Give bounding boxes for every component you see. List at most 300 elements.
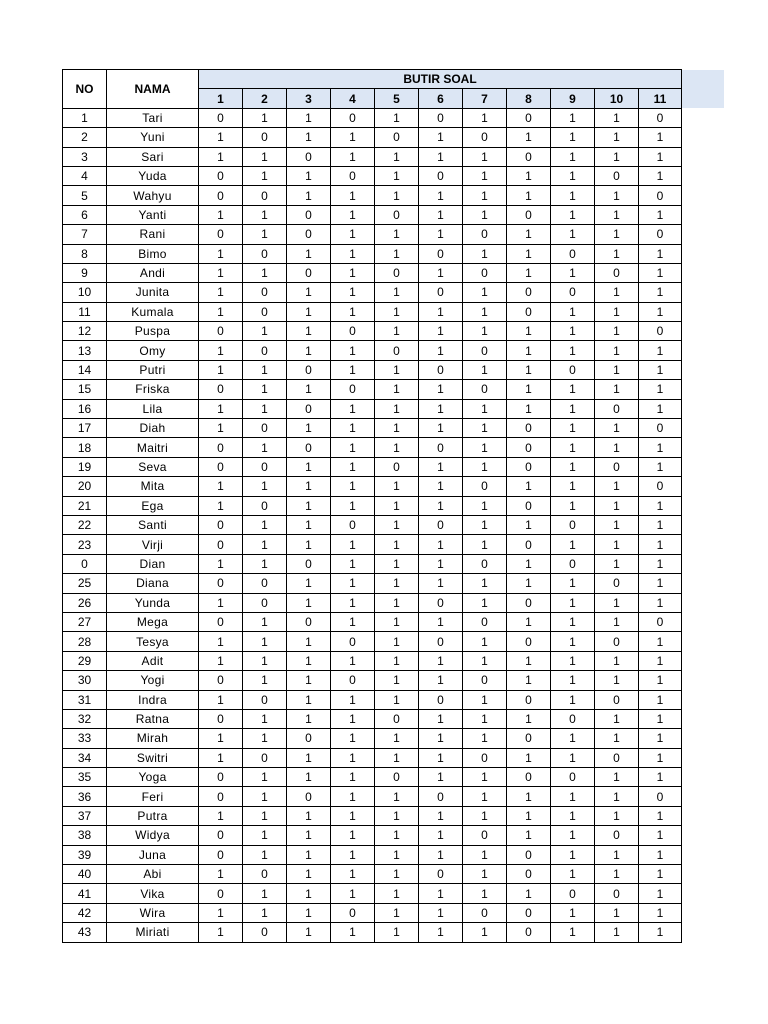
- cell-score: 0: [463, 477, 507, 496]
- cell-score: 1: [419, 205, 463, 224]
- cell-score: 0: [375, 128, 419, 147]
- table-row: [63, 438, 682, 457]
- cell-score: 1: [551, 302, 595, 321]
- cell-score: 0: [463, 225, 507, 244]
- cell-score: 1: [551, 477, 595, 496]
- cell-score: 1: [595, 806, 639, 825]
- cell-name: Putri: [107, 360, 199, 379]
- cell-name: Puspa: [107, 322, 199, 341]
- cell-score: 1: [199, 360, 243, 379]
- cell-score: 1: [551, 651, 595, 670]
- cell-score: 1: [287, 283, 331, 302]
- cell-score: 1: [463, 108, 507, 127]
- cell-name: Rani: [107, 225, 199, 244]
- cell-score: 1: [375, 399, 419, 418]
- cell-no: 43: [63, 923, 107, 942]
- table-row: [63, 457, 682, 476]
- cell-score: 0: [595, 166, 639, 185]
- cell-no: 29: [63, 651, 107, 670]
- col-header-question: 4: [331, 89, 375, 108]
- cell-score: 1: [507, 341, 551, 360]
- cell-score: 1: [287, 419, 331, 438]
- cell-score: 0: [287, 399, 331, 418]
- cell-score: 1: [639, 768, 682, 787]
- cell-score: 0: [551, 283, 595, 302]
- cell-score: 0: [199, 845, 243, 864]
- cell-score: 1: [375, 612, 419, 631]
- cell-score: 1: [419, 457, 463, 476]
- col-header-question: 1: [199, 89, 243, 108]
- cell-score: 0: [507, 108, 551, 127]
- cell-score: 1: [595, 283, 639, 302]
- cell-score: 0: [507, 496, 551, 515]
- table-row: [63, 806, 682, 825]
- cell-score: 0: [199, 574, 243, 593]
- table-row: [63, 768, 682, 787]
- cell-score: 0: [463, 826, 507, 845]
- cell-score: 1: [331, 244, 375, 263]
- cell-score: 1: [463, 515, 507, 534]
- cell-score: 1: [639, 574, 682, 593]
- cell-score: 1: [419, 612, 463, 631]
- cell-name: Wira: [107, 903, 199, 922]
- cell-name: Mita: [107, 477, 199, 496]
- cell-score: 0: [199, 768, 243, 787]
- cell-name: Mega: [107, 612, 199, 631]
- cell-score: 1: [595, 768, 639, 787]
- cell-name: Yuni: [107, 128, 199, 147]
- cell-score: 1: [551, 399, 595, 418]
- cell-score: 1: [243, 729, 287, 748]
- cell-name: Vika: [107, 884, 199, 903]
- table-body: [63, 108, 682, 942]
- cell-score: 0: [287, 225, 331, 244]
- cell-score: 1: [507, 884, 551, 903]
- cell-score: 0: [375, 768, 419, 787]
- cell-score: 1: [595, 108, 639, 127]
- cell-score: 0: [287, 360, 331, 379]
- cell-score: 0: [551, 515, 595, 534]
- cell-score: 1: [551, 147, 595, 166]
- cell-score: 1: [331, 865, 375, 884]
- cell-score: 1: [551, 865, 595, 884]
- cell-score: 0: [243, 419, 287, 438]
- cell-name: Widya: [107, 826, 199, 845]
- cell-score: 1: [375, 225, 419, 244]
- cell-score: 1: [551, 535, 595, 554]
- cell-name: Diah: [107, 419, 199, 438]
- table-row: [63, 729, 682, 748]
- cell-score: 1: [199, 205, 243, 224]
- cell-score: 0: [639, 108, 682, 127]
- cell-score: 1: [375, 108, 419, 127]
- cell-score: 1: [463, 651, 507, 670]
- cell-score: 1: [419, 186, 463, 205]
- table-row: [63, 593, 682, 612]
- cell-score: 1: [287, 341, 331, 360]
- cell-score: 1: [463, 283, 507, 302]
- cell-score: 0: [551, 554, 595, 573]
- cell-score: 1: [419, 341, 463, 360]
- cell-score: 1: [199, 865, 243, 884]
- cell-score: 0: [551, 709, 595, 728]
- cell-name: Andi: [107, 263, 199, 282]
- cell-score: 1: [639, 748, 682, 767]
- cell-score: 0: [463, 903, 507, 922]
- col-header-question: 3: [287, 89, 331, 108]
- cell-score: 1: [507, 244, 551, 263]
- cell-no: 41: [63, 884, 107, 903]
- cell-score: 0: [287, 787, 331, 806]
- cell-score: 1: [639, 806, 682, 825]
- cell-no: 22: [63, 515, 107, 534]
- cell-name: Miriati: [107, 923, 199, 942]
- cell-score: 0: [507, 845, 551, 864]
- cell-score: 1: [551, 593, 595, 612]
- cell-score: 0: [507, 690, 551, 709]
- cell-score: 1: [463, 244, 507, 263]
- cell-score: 1: [375, 283, 419, 302]
- cell-score: 1: [507, 166, 551, 185]
- cell-score: 1: [639, 515, 682, 534]
- table-row: [63, 903, 682, 922]
- cell-score: 1: [287, 826, 331, 845]
- cell-score: 1: [331, 457, 375, 476]
- table-row: [63, 535, 682, 554]
- cell-score: 1: [243, 612, 287, 631]
- cell-score: 0: [639, 419, 682, 438]
- cell-score: 0: [287, 612, 331, 631]
- cell-score: 1: [463, 845, 507, 864]
- table-row: [63, 205, 682, 224]
- cell-score: 1: [243, 554, 287, 573]
- cell-no: 1: [63, 108, 107, 127]
- cell-score: 1: [199, 283, 243, 302]
- cell-score: 0: [199, 826, 243, 845]
- cell-score: 0: [375, 205, 419, 224]
- cell-score: 0: [243, 574, 287, 593]
- cell-score: 1: [419, 419, 463, 438]
- cell-score: 1: [199, 263, 243, 282]
- cell-name: Yanti: [107, 205, 199, 224]
- cell-score: 1: [199, 554, 243, 573]
- cell-score: 1: [331, 806, 375, 825]
- cell-score: 1: [463, 632, 507, 651]
- cell-score: 1: [331, 574, 375, 593]
- cell-score: 1: [243, 884, 287, 903]
- cell-score: 1: [287, 380, 331, 399]
- table-row: [63, 632, 682, 651]
- cell-score: 1: [639, 651, 682, 670]
- cell-score: 1: [287, 768, 331, 787]
- cell-score: 1: [551, 457, 595, 476]
- cell-score: 1: [419, 826, 463, 845]
- cell-name: Abi: [107, 865, 199, 884]
- cell-score: 1: [375, 380, 419, 399]
- cell-score: 1: [463, 865, 507, 884]
- cell-score: 1: [331, 399, 375, 418]
- cell-score: 1: [331, 593, 375, 612]
- cell-no: 40: [63, 865, 107, 884]
- table-row: [63, 108, 682, 127]
- cell-score: 1: [287, 322, 331, 341]
- cell-no: 36: [63, 787, 107, 806]
- cell-score: 1: [551, 632, 595, 651]
- cell-score: 1: [375, 903, 419, 922]
- cell-score: 1: [595, 865, 639, 884]
- cell-score: 1: [375, 244, 419, 263]
- cell-score: 0: [243, 593, 287, 612]
- cell-score: 1: [595, 322, 639, 341]
- cell-score: 1: [551, 108, 595, 127]
- cell-score: 1: [551, 128, 595, 147]
- cell-score: 1: [331, 651, 375, 670]
- cell-score: 1: [507, 554, 551, 573]
- cell-score: 1: [639, 244, 682, 263]
- cell-score: 1: [375, 496, 419, 515]
- cell-score: 1: [595, 535, 639, 554]
- cell-no: 15: [63, 380, 107, 399]
- cell-score: 1: [639, 166, 682, 185]
- cell-no: 18: [63, 438, 107, 457]
- cell-score: 1: [331, 147, 375, 166]
- cell-score: 0: [199, 186, 243, 205]
- cell-score: 1: [551, 729, 595, 748]
- col-header-question: 6: [419, 89, 463, 108]
- cell-score: 1: [595, 438, 639, 457]
- cell-score: 1: [375, 186, 419, 205]
- cell-score: 1: [639, 496, 682, 515]
- cell-score: 0: [199, 671, 243, 690]
- cell-score: 0: [419, 865, 463, 884]
- cell-score: 0: [639, 787, 682, 806]
- cell-no: 7: [63, 225, 107, 244]
- cell-score: 1: [639, 263, 682, 282]
- cell-score: 1: [551, 263, 595, 282]
- table-row: [63, 283, 682, 302]
- cell-score: 0: [595, 690, 639, 709]
- table-row: [63, 477, 682, 496]
- cell-score: 1: [287, 515, 331, 534]
- cell-score: 1: [507, 651, 551, 670]
- table-row: [63, 186, 682, 205]
- cell-score: 1: [551, 612, 595, 631]
- cell-score: 1: [551, 496, 595, 515]
- cell-score: 1: [419, 729, 463, 748]
- cell-score: 0: [419, 166, 463, 185]
- cell-score: 1: [243, 806, 287, 825]
- cell-score: 1: [551, 690, 595, 709]
- table-row: [63, 380, 682, 399]
- cell-score: 1: [419, 225, 463, 244]
- cell-name: Switri: [107, 748, 199, 767]
- cell-score: 0: [331, 322, 375, 341]
- cell-score: 1: [551, 748, 595, 767]
- cell-score: 0: [507, 632, 551, 651]
- cell-no: 13: [63, 341, 107, 360]
- cell-name: Maitri: [107, 438, 199, 457]
- cell-score: 1: [507, 574, 551, 593]
- cell-score: 1: [595, 341, 639, 360]
- cell-score: 1: [463, 806, 507, 825]
- cell-score: 0: [199, 515, 243, 534]
- cell-score: 0: [243, 690, 287, 709]
- cell-score: 0: [507, 903, 551, 922]
- cell-score: 0: [243, 496, 287, 515]
- cell-score: 0: [243, 128, 287, 147]
- cell-score: 1: [375, 884, 419, 903]
- cell-score: 1: [507, 263, 551, 282]
- cell-score: 1: [551, 438, 595, 457]
- cell-no: 25: [63, 574, 107, 593]
- cell-score: 1: [639, 923, 682, 942]
- cell-score: 1: [639, 554, 682, 573]
- table-row: [63, 865, 682, 884]
- cell-score: 1: [287, 806, 331, 825]
- cell-score: 1: [463, 438, 507, 457]
- cell-score: 1: [199, 244, 243, 263]
- cell-no: 2: [63, 128, 107, 147]
- cell-score: 1: [199, 496, 243, 515]
- cell-score: 1: [507, 806, 551, 825]
- cell-score: 1: [595, 380, 639, 399]
- cell-score: 1: [199, 729, 243, 748]
- cell-score: 0: [507, 147, 551, 166]
- col-header-nama: NAMA: [107, 70, 199, 109]
- table-row: [63, 554, 682, 573]
- cell-score: 1: [639, 865, 682, 884]
- cell-score: 1: [199, 399, 243, 418]
- cell-score: 0: [507, 205, 551, 224]
- cell-no: 39: [63, 845, 107, 864]
- cell-name: Dian: [107, 554, 199, 573]
- cell-score: 1: [551, 225, 595, 244]
- table-row: [63, 612, 682, 631]
- cell-score: 1: [595, 554, 639, 573]
- cell-score: 0: [507, 923, 551, 942]
- cell-score: 1: [463, 322, 507, 341]
- cell-score: 1: [639, 283, 682, 302]
- cell-score: 1: [375, 515, 419, 534]
- cell-score: 1: [375, 593, 419, 612]
- cell-score: 1: [463, 768, 507, 787]
- cell-score: 1: [507, 186, 551, 205]
- cell-score: 1: [507, 748, 551, 767]
- cell-score: 1: [331, 554, 375, 573]
- cell-score: 1: [419, 535, 463, 554]
- cell-score: 1: [551, 671, 595, 690]
- cell-name: Santi: [107, 515, 199, 534]
- table-row: [63, 360, 682, 379]
- cell-score: 1: [331, 535, 375, 554]
- col-header-question: 5: [375, 89, 419, 108]
- cell-score: 0: [331, 380, 375, 399]
- cell-score: 1: [331, 709, 375, 728]
- cell-no: 32: [63, 709, 107, 728]
- cell-score: 1: [463, 787, 507, 806]
- cell-score: 1: [639, 729, 682, 748]
- cell-score: 1: [331, 748, 375, 767]
- cell-score: 1: [243, 205, 287, 224]
- cell-no: 14: [63, 360, 107, 379]
- cell-score: 1: [595, 903, 639, 922]
- cell-score: 1: [463, 690, 507, 709]
- cell-score: 0: [595, 457, 639, 476]
- cell-name: Junita: [107, 283, 199, 302]
- cell-score: 1: [419, 768, 463, 787]
- table-row: [63, 419, 682, 438]
- cell-score: 1: [243, 147, 287, 166]
- cell-score: 1: [243, 380, 287, 399]
- cell-score: 1: [595, 593, 639, 612]
- cell-score: 1: [287, 651, 331, 670]
- cell-score: 1: [639, 632, 682, 651]
- cell-no: 21: [63, 496, 107, 515]
- cell-score: 1: [551, 923, 595, 942]
- cell-score: 0: [243, 244, 287, 263]
- cell-score: 1: [463, 399, 507, 418]
- cell-score: 0: [199, 166, 243, 185]
- cell-score: 0: [331, 903, 375, 922]
- cell-score: 0: [243, 457, 287, 476]
- cell-score: 0: [507, 768, 551, 787]
- cell-score: 1: [199, 147, 243, 166]
- table-row: [63, 787, 682, 806]
- cell-score: 1: [595, 709, 639, 728]
- cell-score: 1: [331, 845, 375, 864]
- cell-score: 1: [243, 108, 287, 127]
- cell-score: 1: [331, 128, 375, 147]
- cell-score: 0: [507, 535, 551, 554]
- cell-no: 10: [63, 283, 107, 302]
- table-row: [63, 341, 682, 360]
- cell-score: 1: [375, 826, 419, 845]
- cell-score: 0: [331, 671, 375, 690]
- cell-score: 0: [463, 341, 507, 360]
- cell-score: 1: [639, 671, 682, 690]
- cell-score: 1: [331, 302, 375, 321]
- cell-score: 0: [199, 225, 243, 244]
- cell-score: 1: [287, 593, 331, 612]
- cell-score: 1: [375, 690, 419, 709]
- cell-score: 1: [243, 477, 287, 496]
- cell-score: 1: [595, 225, 639, 244]
- cell-score: 1: [595, 671, 639, 690]
- cell-score: 1: [243, 263, 287, 282]
- cell-score: 0: [199, 380, 243, 399]
- cell-score: 1: [199, 632, 243, 651]
- cell-no: 17: [63, 419, 107, 438]
- cell-name: Adit: [107, 651, 199, 670]
- cell-score: 1: [243, 632, 287, 651]
- cell-score: 0: [595, 632, 639, 651]
- cell-score: 1: [419, 574, 463, 593]
- cell-score: 1: [287, 302, 331, 321]
- cell-score: 1: [287, 457, 331, 476]
- cell-score: 1: [331, 477, 375, 496]
- cell-score: 1: [331, 690, 375, 709]
- cell-score: 0: [419, 515, 463, 534]
- cell-score: 0: [639, 225, 682, 244]
- table-row: [63, 515, 682, 534]
- cell-score: 1: [595, 923, 639, 942]
- cell-score: 0: [419, 244, 463, 263]
- col-header-question: 2: [243, 89, 287, 108]
- cell-no: 5: [63, 186, 107, 205]
- table-row: [63, 574, 682, 593]
- cell-score: 1: [639, 438, 682, 457]
- cell-score: 1: [595, 729, 639, 748]
